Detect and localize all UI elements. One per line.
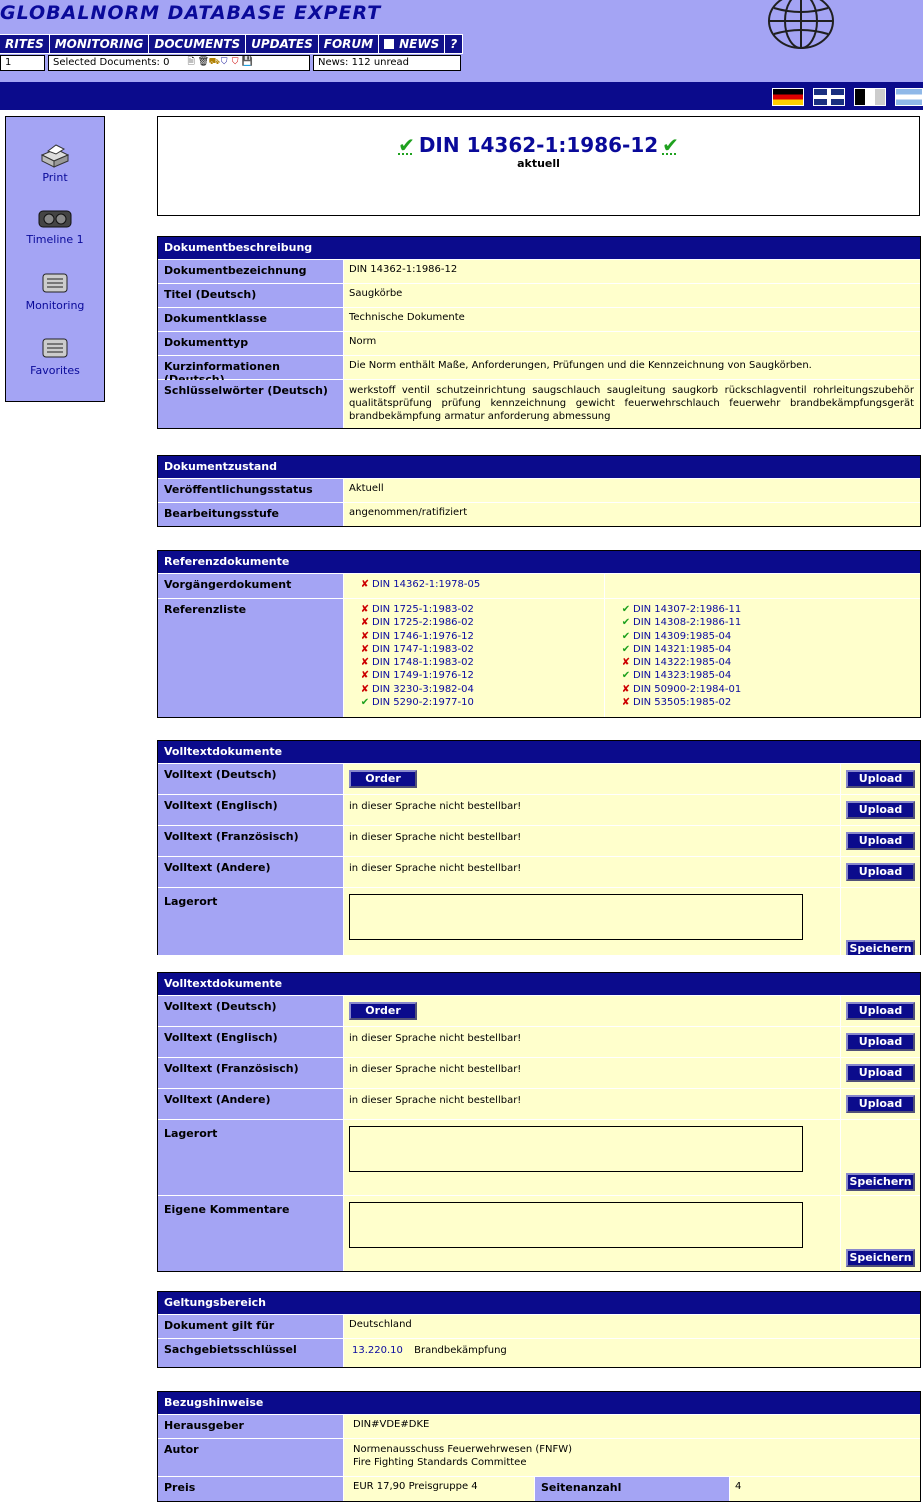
row-value xyxy=(344,1439,920,1476)
button-cell xyxy=(840,1196,920,1271)
invalid-x-icon: ✘ xyxy=(360,617,370,629)
reference-item[interactable] xyxy=(358,683,604,696)
valid-check-icon: ✔ xyxy=(621,604,631,615)
reference-link[interactable]: DIN 1725-2:1986-02 xyxy=(372,617,474,629)
row-value: in dieser Sprache nicht bestellbar! xyxy=(344,857,840,887)
comments-textarea[interactable] xyxy=(349,1202,803,1248)
reference-link[interactable]: DIN 1748-1:1983-02 xyxy=(372,657,474,669)
reference-item[interactable] xyxy=(619,669,920,682)
upload-button[interactable]: Upload xyxy=(846,1033,915,1051)
row-value: DIN 14362-1:1986-12 xyxy=(344,260,920,283)
flag-other-icon[interactable] xyxy=(895,88,923,106)
table-row xyxy=(158,825,920,856)
row-label: Dokumentklasse xyxy=(158,308,344,331)
section-header: Referenzdokumente xyxy=(158,551,920,573)
section-header: Geltungsbereich xyxy=(158,1292,920,1314)
page-count-label: Seitenanzahl xyxy=(535,1477,730,1501)
row-label: Dokument gilt für xyxy=(158,1315,344,1338)
nav-updates[interactable]: UPDATES xyxy=(246,34,319,54)
reference-item[interactable] xyxy=(358,630,604,643)
reference-link[interactable]: DIN 1747-1:1983-02 xyxy=(372,643,474,655)
table-row xyxy=(158,478,920,502)
row-value: in dieser Sprache nicht bestellbar! xyxy=(344,826,840,856)
check-icon: ✔ xyxy=(398,133,415,157)
button-cell xyxy=(840,1120,920,1195)
table-row xyxy=(158,1088,920,1119)
reference-item[interactable] xyxy=(358,696,604,709)
document-title-box xyxy=(157,116,920,216)
reference-item[interactable] xyxy=(619,603,920,616)
row-value: in dieser Sprache nicht bestellbar! xyxy=(344,1089,840,1119)
button-cell xyxy=(840,1058,920,1088)
button-cell xyxy=(840,857,920,887)
app-header xyxy=(0,0,923,82)
row-label: Autor xyxy=(158,1439,344,1476)
invalid-x-icon: ✘ xyxy=(360,657,370,669)
section-dokumentbeschreibung xyxy=(157,236,921,429)
language-flags xyxy=(772,88,923,106)
table-row xyxy=(158,1314,920,1338)
save-button[interactable]: Speichern xyxy=(846,940,915,955)
section-geltungsbereich xyxy=(157,1291,921,1368)
row-value: in dieser Sprache nicht bestellbar! xyxy=(344,795,840,825)
row-label: Sachgebietsschlüssel xyxy=(158,1339,344,1367)
row-value: angenommen/ratifiziert xyxy=(344,503,920,526)
row-value: Technische Dokumente xyxy=(344,308,920,331)
news-checkbox-icon xyxy=(384,39,394,49)
table-row xyxy=(158,995,920,1026)
reference-item[interactable] xyxy=(358,578,604,591)
section-header: Volltextdokumente xyxy=(158,973,920,995)
classification-text: Brandbekämpfung xyxy=(414,1345,507,1356)
check-icon: ✔ xyxy=(662,133,679,157)
printer-icon xyxy=(38,141,72,169)
upload-button[interactable]: Upload xyxy=(846,770,915,788)
reference-link[interactable]: DIN 14322:1985-04 xyxy=(633,657,732,669)
reference-item[interactable] xyxy=(619,616,920,629)
classification-code-link[interactable]: 13.220.10 xyxy=(352,1345,403,1356)
row-label: Volltext (Deutsch) xyxy=(158,996,344,1026)
section-header: Dokumentzustand xyxy=(158,456,920,478)
reference-list-col2 xyxy=(605,599,920,717)
row-value: Die Norm enthält Maße, Anforderungen, Prüfungen und die Kennzeichnung von Saugkörben. xyxy=(344,356,920,379)
news-field[interactable]: News: 112 unread xyxy=(313,55,461,71)
nav-forum[interactable]: FORUM xyxy=(319,34,379,54)
shield-red-icon[interactable]: ⛉ xyxy=(231,57,239,67)
row-label: Kurzinformationen xyxy=(158,356,344,379)
row-value xyxy=(344,1120,840,1195)
invalid-x-icon: ✘ xyxy=(360,643,370,655)
page-count-value: 4 xyxy=(730,1477,920,1501)
row-label: Volltext (Andere) xyxy=(158,857,344,887)
button-cell xyxy=(840,826,920,856)
predecessor-cell xyxy=(344,574,605,598)
upload-button[interactable]: Upload xyxy=(846,1064,915,1082)
sidebar-print[interactable] xyxy=(6,141,104,184)
reference-item[interactable] xyxy=(358,603,604,616)
nav-news-label: NEWS xyxy=(399,37,440,51)
reference-item[interactable] xyxy=(619,643,920,656)
row-label: Volltext (Andere) xyxy=(158,1089,344,1119)
upload-button[interactable]: Upload xyxy=(846,863,915,881)
row-label: Lagerort xyxy=(158,1120,344,1195)
empty-cell xyxy=(605,574,920,598)
row-label: Volltext (Englisch) xyxy=(158,1027,344,1057)
table-row xyxy=(158,283,920,307)
button-cell xyxy=(840,888,920,955)
table-row xyxy=(158,1414,920,1438)
valid-check-icon: ✔ xyxy=(621,630,631,642)
document-status: aktuell xyxy=(517,157,560,170)
table-row xyxy=(158,794,920,825)
document-tools xyxy=(187,57,251,67)
section-referenzdokumente xyxy=(157,550,921,718)
reference-link[interactable]: DIN 1725-1:1983-02 xyxy=(372,604,474,615)
save-button[interactable]: Speichern xyxy=(846,1173,915,1191)
save-disk-icon[interactable]: 💾 xyxy=(241,57,253,67)
sidebar-favorites-label: Favorites xyxy=(30,364,80,377)
reference-item[interactable] xyxy=(358,656,604,669)
save-button[interactable]: Speichern xyxy=(846,1249,915,1267)
shield-blue-icon[interactable]: ⛉ xyxy=(220,57,228,67)
reference-item[interactable] xyxy=(619,656,920,669)
reference-link[interactable]: DIN 14362-1:1978-05 xyxy=(372,579,481,590)
button-cell xyxy=(840,996,920,1026)
reference-link[interactable]: DIN 14309:1985-04 xyxy=(633,630,732,642)
row-value: in dieser Sprache nicht bestellbar! xyxy=(344,1058,840,1088)
author-line: Fire Fighting Standards Committee xyxy=(353,1457,527,1468)
nav-favorites[interactable]: RITES xyxy=(0,34,50,54)
selected-documents-label: Selected Documents: 0 xyxy=(53,57,170,68)
invalid-x-icon: ✘ xyxy=(360,683,370,695)
table-row xyxy=(158,887,920,955)
flag-english-icon[interactable] xyxy=(813,88,845,106)
language-bar xyxy=(0,82,923,110)
statusbar xyxy=(0,55,464,71)
valid-check-icon: ✔ xyxy=(621,617,631,629)
section-header: Bezugshinweise xyxy=(158,1392,920,1414)
invalid-x-icon: ✘ xyxy=(360,579,370,590)
row-label: Referenzliste xyxy=(158,599,344,717)
table-row xyxy=(158,763,920,794)
row-label: Volltext (Deutsch) xyxy=(158,764,344,794)
table-row xyxy=(158,331,920,355)
monitoring-icon xyxy=(38,271,72,297)
trash-icon[interactable]: 🗑 xyxy=(197,57,210,67)
lagerort-textarea[interactable] xyxy=(349,894,803,940)
button-cell xyxy=(840,795,920,825)
table-row xyxy=(158,1438,920,1476)
invalid-x-icon: ✘ xyxy=(621,683,631,695)
valid-check-icon: ✔ xyxy=(621,670,631,682)
invalid-x-icon: ✘ xyxy=(621,657,631,669)
row-label: Volltext (Französisch) xyxy=(158,1058,344,1088)
row-label: Eigene Kommentare xyxy=(158,1196,344,1271)
valid-check-icon: ✔ xyxy=(621,643,631,655)
reference-link[interactable]: DIN 14307-2:1986-11 xyxy=(633,604,742,615)
row-label: Bearbeitungsstufe xyxy=(158,503,344,526)
reference-link[interactable]: DIN 1746-1:1976-12 xyxy=(372,630,474,642)
row-value: Norm xyxy=(344,332,920,355)
section-volltext-2 xyxy=(157,972,921,1272)
row-label: Schlüsselwörter (Deutsch) xyxy=(158,380,344,428)
row-value: werkstoff ventil schutzeinrichtung saugschlauch saugleitung saugkorb rückschlagventil rohrleitungszubehör qualitätsprüfung prüfung kennzeichnung gewicht feuerwehrschlauch feuerwehr brandbekämpfungsgerät brandbekämpfung armatur anforderung abmessung xyxy=(344,380,920,428)
favorites-icon xyxy=(38,336,72,362)
reference-link[interactable]: DIN 5290-2:1977-10 xyxy=(372,697,474,709)
reference-link[interactable]: DIN 3230-3:1982-04 xyxy=(372,683,474,695)
table-row xyxy=(158,379,920,428)
lagerort-textarea[interactable] xyxy=(349,1126,803,1172)
page-title xyxy=(158,133,919,157)
table-row xyxy=(158,1476,920,1501)
sidebar-monitoring-label: Monitoring xyxy=(25,299,85,312)
row-label: Herausgeber xyxy=(158,1415,344,1438)
row-value xyxy=(344,888,840,955)
row-value: Aktuell xyxy=(344,479,920,502)
valid-check-icon: ✔ xyxy=(360,697,370,709)
order-button[interactable]: Order xyxy=(349,770,417,788)
reference-link[interactable]: DIN 14321:1985-04 xyxy=(633,643,732,655)
row-label: Vorgängerdokument xyxy=(158,574,344,598)
button-cell xyxy=(840,1089,920,1119)
document-icon[interactable]: 🗎 xyxy=(187,57,195,67)
reference-link[interactable]: DIN 1749-1:1976-12 xyxy=(372,670,474,682)
reference-item[interactable] xyxy=(358,669,604,682)
row-value: in dieser Sprache nicht bestellbar! xyxy=(344,1027,840,1057)
table-row xyxy=(158,1119,920,1195)
cart-icon[interactable]: ⛟ xyxy=(208,57,220,67)
order-button[interactable]: Order xyxy=(349,1002,417,1020)
selected-documents-field xyxy=(48,55,310,71)
table-row xyxy=(158,259,920,283)
sidebar-print-label: Print xyxy=(42,171,68,184)
table-row xyxy=(158,573,920,598)
section-bezugshinweise xyxy=(157,1391,921,1502)
sidebar-favorites[interactable] xyxy=(6,336,104,377)
button-cell xyxy=(840,764,920,794)
row-label: Dokumenttyp xyxy=(158,332,344,355)
upload-button[interactable]: Upload xyxy=(846,801,915,819)
row-label: Lagerort xyxy=(158,888,344,955)
reference-item[interactable] xyxy=(358,643,604,656)
nav-news[interactable] xyxy=(379,34,445,54)
section-volltext-1 xyxy=(157,740,921,955)
row-label: Titel (Deutsch) xyxy=(158,284,344,307)
globe-logo-icon xyxy=(766,0,836,54)
table-row xyxy=(158,1057,920,1088)
upload-button[interactable]: Upload xyxy=(846,1002,915,1020)
reference-item[interactable] xyxy=(619,696,920,709)
sidebar xyxy=(5,116,105,402)
document-number: DIN 14362-1:1986-12 xyxy=(418,133,659,157)
author-line: Normenausschuss Feuerwehrwesen (FNFW) xyxy=(353,1444,573,1455)
row-label: Volltext (Französisch) xyxy=(158,826,344,856)
reference-item[interactable] xyxy=(619,630,920,643)
price-value: EUR 17,90 Preisgruppe 4 xyxy=(344,1477,535,1501)
reference-item[interactable] xyxy=(619,683,920,696)
row-value: DIN#VDE#DKE xyxy=(344,1415,920,1438)
invalid-x-icon: ✘ xyxy=(360,670,370,682)
row-label: Preis xyxy=(158,1477,344,1501)
reference-link[interactable]: DIN 14308-2:1986-11 xyxy=(633,617,742,629)
table-row xyxy=(158,1026,920,1057)
row-value: Saugkörbe xyxy=(344,284,920,307)
row-value xyxy=(344,1196,840,1271)
table-row xyxy=(158,502,920,526)
table-row xyxy=(158,856,920,887)
row-value xyxy=(344,1339,920,1367)
table-row xyxy=(158,598,920,717)
main-nav xyxy=(0,34,463,54)
reference-item[interactable] xyxy=(358,616,604,629)
row-value xyxy=(344,996,840,1026)
section-header: Volltextdokumente xyxy=(158,741,920,763)
invalid-x-icon: ✘ xyxy=(621,697,631,709)
invalid-x-icon: ✘ xyxy=(360,630,370,642)
timeline-camera-icon xyxy=(37,207,73,231)
row-label: Dokumentbezeichnung xyxy=(158,260,344,283)
sidebar-timeline[interactable] xyxy=(6,207,104,246)
row-label: Veröffentlichungsstatus xyxy=(158,479,344,502)
reference-link[interactable]: DIN 53505:1985-02 xyxy=(633,697,732,709)
table-row xyxy=(158,1338,920,1367)
button-cell xyxy=(840,1027,920,1057)
sidebar-timeline-label: Timeline 1 xyxy=(26,233,84,246)
upload-button[interactable]: Upload xyxy=(846,832,915,850)
table-row xyxy=(158,355,920,379)
reference-list-col1 xyxy=(344,599,605,717)
row-value: Deutschland xyxy=(344,1315,920,1338)
flag-german-icon[interactable] xyxy=(772,88,804,106)
flag-french-icon[interactable] xyxy=(854,88,886,106)
table-row xyxy=(158,307,920,331)
row-label: Volltext (Englisch) xyxy=(158,795,344,825)
nav-monitoring[interactable]: MONITORING xyxy=(50,34,150,54)
nav-help[interactable]: ? xyxy=(445,34,463,54)
table-row xyxy=(158,1195,920,1271)
row-value xyxy=(344,764,840,794)
nav-documents[interactable]: DOCUMENTS xyxy=(149,34,246,54)
reference-link[interactable]: DIN 14323:1985-04 xyxy=(633,670,732,682)
section-dokumentzustand xyxy=(157,455,921,527)
status-counter: 1 xyxy=(0,55,45,71)
reference-link[interactable]: DIN 50900-2:1984-01 xyxy=(633,683,742,695)
invalid-x-icon: ✘ xyxy=(360,604,370,615)
section-header: Dokumentbeschreibung xyxy=(158,237,920,259)
upload-button[interactable]: Upload xyxy=(846,1095,915,1113)
app-title: GLOBALNORM DATABASE EXPERT xyxy=(0,2,382,24)
sidebar-monitoring[interactable] xyxy=(6,271,104,312)
